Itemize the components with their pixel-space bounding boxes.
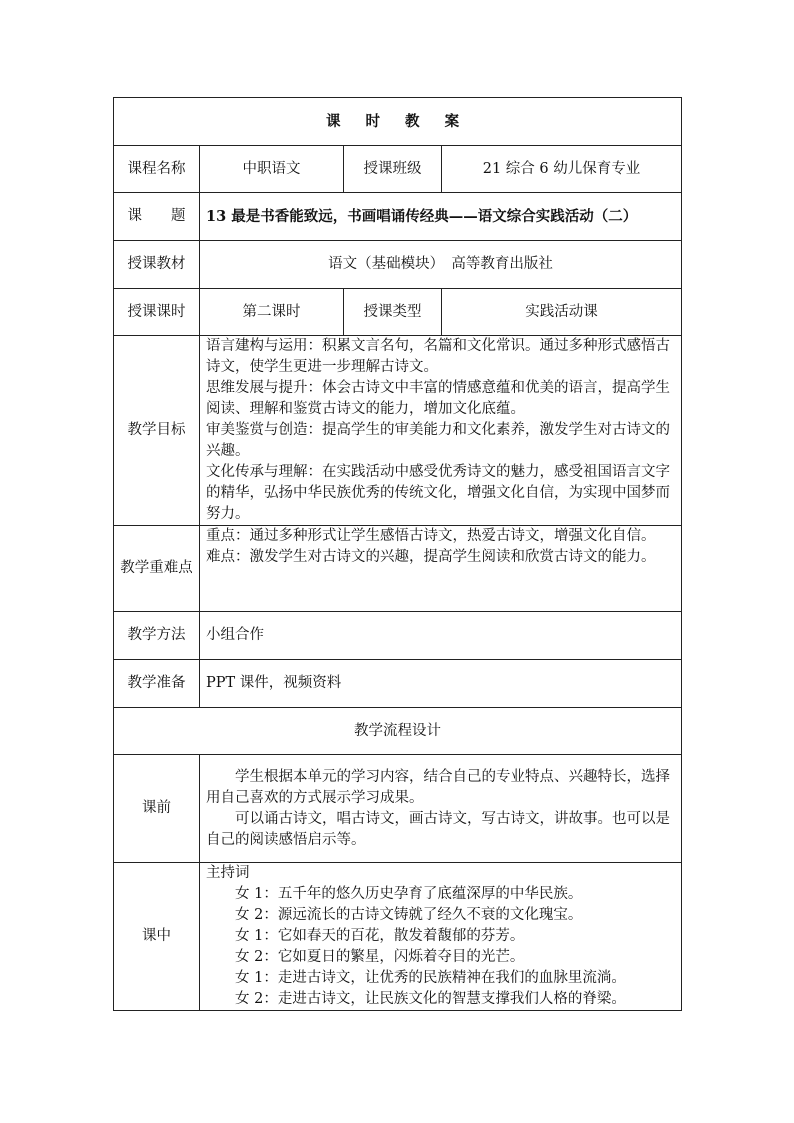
host-line: 女 2：走进古诗文，让民族文化的智慧支撑我们人格的脊梁。 <box>235 991 626 1007</box>
host-line: 女 2：源远流长的古诗文铸就了经久不衰的文化瑰宝。 <box>235 907 583 923</box>
keypoints-content <box>200 526 682 612</box>
type-value: 实践活动课 <box>442 289 682 336</box>
before-paragraph: 学生根据本单元的学习内容，结合自己的专业特点、兴趣特长，选择用自己喜欢的方式展示学习成果。 <box>206 768 670 806</box>
before-paragraph: 可以诵古诗文，唱古诗文，画古诗文，写古诗文，讲故事。也可以是自己的阅读感悟启示等。 <box>206 810 670 848</box>
during-class-label: 课中 <box>114 863 200 1011</box>
host-title: 主持词 <box>206 865 250 881</box>
period-label: 授课课时 <box>114 289 200 336</box>
class-label: 授课班级 <box>344 146 442 193</box>
method-value: 小组合作 <box>200 612 682 660</box>
keypoint-item: 重点：通过多种形式让学生感悟古诗文，热爱古诗文，增强文化自信。 <box>206 528 656 544</box>
host-line: 女 1：它如春天的百花，散发着馥郁的芬芳。 <box>235 928 525 944</box>
keypoint-item: 难点：激发学生对古诗文的兴趣，提高学生阅读和欣赏古诗文的能力。 <box>206 549 656 565</box>
class-value: 21 综合 6 幼儿保育专业 <box>442 146 682 193</box>
page-title: 课 时 教 案 <box>114 98 682 146</box>
lesson-plan-table <box>113 97 682 1011</box>
period-value: 第二课时 <box>200 289 344 336</box>
flow-title: 教学流程设计 <box>114 708 682 755</box>
textbook-label: 授课教材 <box>114 241 200 289</box>
course-name-label: 课程名称 <box>114 146 200 193</box>
goal-item: 语言建构与运用：积累文言名句，名篇和文化常识。通过多种形式感悟古诗文，使学生更进一步理解古诗文。 <box>206 338 670 375</box>
method-label: 教学方法 <box>114 612 200 660</box>
textbook-value: 语文（基础模块） 高等教育出版社 <box>200 241 682 289</box>
goal-item: 审美鉴赏与创造：提高学生的审美能力和文化素养，激发学生对古诗文的兴趣。 <box>206 422 670 459</box>
host-line: 女 1：五千年的悠久历史孕育了底蕴深厚的中华民族。 <box>235 886 583 902</box>
host-line: 女 1：走进古诗文，让优秀的民族精神在我们的血脉里流淌。 <box>235 970 626 986</box>
course-name-value: 中职语文 <box>200 146 344 193</box>
during-class-content <box>200 863 682 1011</box>
goal-item: 思维发展与提升：体会古诗文中丰富的情感意蕴和优美的语言，提高学生阅读、理解和鉴赏古诗文的能力，增加文化底蕴。 <box>206 380 670 417</box>
topic-label: 课 题 <box>114 193 200 241</box>
topic-value: 13 最是书香能致远，书画唱诵传经典——语文综合实践活动（二） <box>200 193 682 241</box>
goal-item: 文化传承与理解：在实践活动中感受优秀诗文的魅力，感受祖国语言文字的精华，弘扬中华民族优秀的传统文化，增强文化自信，为实现中国梦而努力。 <box>206 464 670 522</box>
type-label: 授课类型 <box>344 289 442 336</box>
goals-label: 教学目标 <box>114 336 200 526</box>
prep-label: 教学准备 <box>114 660 200 708</box>
prep-value: PPT 课件，视频资料 <box>200 660 682 708</box>
before-class-label: 课前 <box>114 755 200 863</box>
before-class-content <box>200 755 682 863</box>
keypoints-label: 教学重难点 <box>114 526 200 612</box>
goals-content <box>200 336 682 526</box>
host-line: 女 2：它如夏日的繁星，闪烁着夺目的光芒。 <box>235 949 525 965</box>
